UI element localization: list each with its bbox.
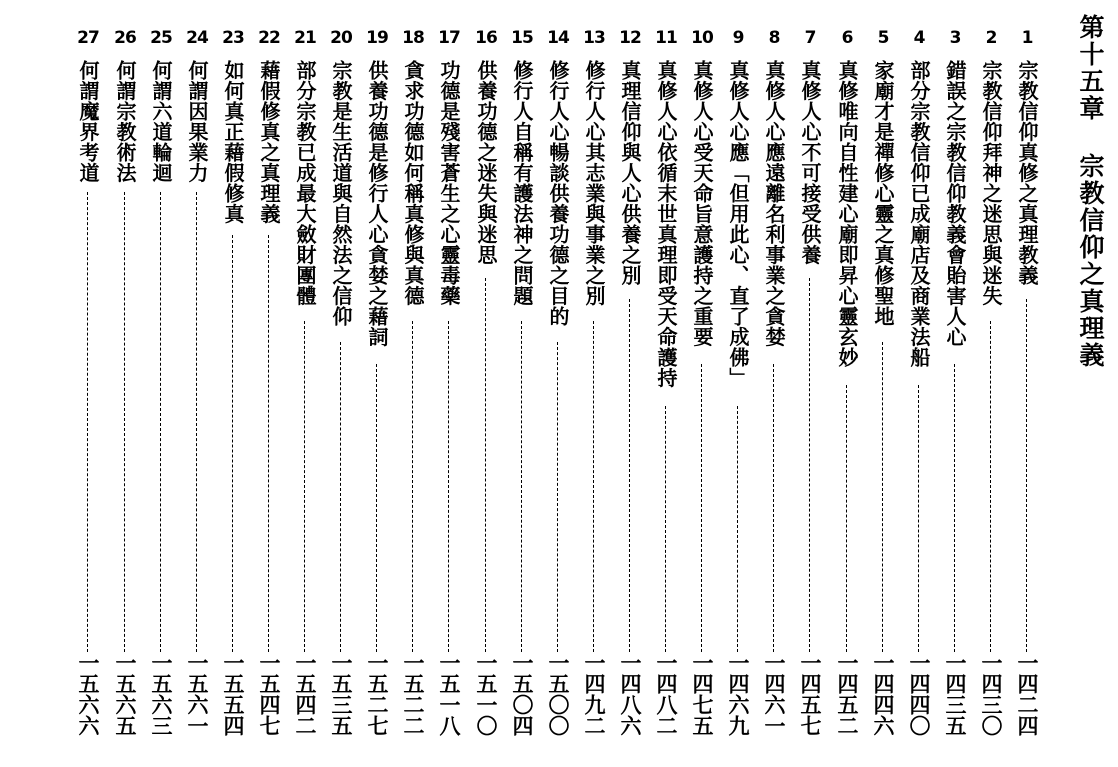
entry-title: 修行人心其志業與事業之別 bbox=[582, 60, 606, 306]
dot-leader bbox=[1026, 299, 1027, 652]
entry-number: 3 bbox=[949, 28, 961, 48]
chapter-title: 第十五章 宗教信仰之真理義 bbox=[1076, 14, 1105, 369]
entry-title: 宗教是生活道與自然法之信仰 bbox=[329, 60, 353, 327]
entry-title: 修行人自稱有護法神之問題 bbox=[510, 60, 534, 306]
page-number: 一五六一 bbox=[185, 652, 210, 736]
dot-leader bbox=[846, 385, 847, 652]
dot-leader bbox=[665, 406, 666, 652]
entry-title: 家廟才是禪修心靈之真修聖地 bbox=[871, 60, 895, 327]
dot-leader bbox=[882, 342, 883, 652]
dot-leader bbox=[87, 192, 88, 652]
toc-entry[interactable] bbox=[685, 28, 719, 758]
page-number: 一五四七 bbox=[257, 652, 282, 736]
dot-leader bbox=[160, 192, 161, 652]
entry-title: 供養功德之迷失與迷思 bbox=[474, 60, 498, 265]
entry-number: 27 bbox=[77, 28, 99, 48]
entry-title: 何謂因果業力 bbox=[185, 60, 209, 183]
dot-leader bbox=[629, 299, 630, 652]
dot-leader bbox=[304, 321, 305, 652]
entry-title: 真修人心受天命旨意護持之重要 bbox=[690, 60, 714, 347]
entry-number: 6 bbox=[841, 28, 853, 48]
entry-number: 9 bbox=[732, 28, 744, 48]
dot-leader bbox=[412, 321, 413, 652]
entry-number: 7 bbox=[804, 28, 816, 48]
toc-entry[interactable] bbox=[649, 28, 683, 758]
entry-title: 真修人心依循末世真理即受天命護持 bbox=[654, 60, 678, 388]
entry-number: 11 bbox=[655, 28, 677, 48]
entry-number: 23 bbox=[222, 28, 244, 48]
entry-number: 1 bbox=[1021, 28, 1033, 48]
dot-leader bbox=[593, 321, 594, 652]
entry-title: 如何真正藉假修真 bbox=[221, 60, 245, 224]
page-number: 一四六一 bbox=[762, 652, 787, 736]
toc-entry[interactable] bbox=[757, 28, 791, 758]
entry-number: 15 bbox=[511, 28, 533, 48]
dot-leader bbox=[918, 385, 919, 652]
entry-number: 24 bbox=[186, 28, 208, 48]
dot-leader bbox=[737, 406, 738, 652]
dot-leader bbox=[376, 364, 377, 652]
page-number: 一四九二 bbox=[582, 652, 607, 736]
dot-leader bbox=[268, 235, 269, 652]
entry-title: 功德是殘害蒼生之心靈毒藥 bbox=[437, 60, 461, 306]
page-number: 一五二七 bbox=[365, 652, 390, 736]
dot-leader bbox=[954, 364, 955, 652]
toc-entry[interactable] bbox=[541, 28, 575, 758]
entry-number: 22 bbox=[258, 28, 280, 48]
entry-title: 供養功德是修行人心貪婪之藉詞 bbox=[365, 60, 389, 347]
page-number: 一四六九 bbox=[726, 652, 751, 736]
page-number: 一五四二 bbox=[293, 652, 318, 736]
toc-entry[interactable] bbox=[252, 28, 286, 758]
entry-title: 真修人心應「但用此心、直了成佛」 bbox=[726, 60, 750, 388]
page-number: 一五六三 bbox=[149, 652, 174, 736]
page-number: 一四八六 bbox=[618, 652, 643, 736]
entry-title: 修行人心暢談供養功德之目的 bbox=[546, 60, 570, 327]
dot-leader bbox=[809, 278, 810, 652]
entry-number: 14 bbox=[547, 28, 569, 48]
page-number: 一四七五 bbox=[690, 652, 715, 736]
entry-number: 20 bbox=[330, 28, 352, 48]
entry-title: 錯誤之宗教信仰教義會貽害人心 bbox=[943, 60, 967, 347]
dot-leader bbox=[557, 342, 558, 652]
page-number: 一五〇〇 bbox=[546, 652, 571, 736]
entry-number: 19 bbox=[366, 28, 388, 48]
toc-entry[interactable] bbox=[324, 28, 358, 758]
page-number: 一五五四 bbox=[221, 652, 246, 736]
entry-number: 21 bbox=[294, 28, 316, 48]
page-number: 一五六五 bbox=[113, 652, 138, 736]
entry-number: 12 bbox=[619, 28, 641, 48]
toc-entry[interactable] bbox=[721, 28, 755, 758]
page-number: 一四三五 bbox=[943, 652, 968, 736]
page-number: 一四二四 bbox=[1015, 652, 1040, 736]
toc-entry[interactable] bbox=[1010, 28, 1044, 758]
entry-title: 真修唯向自性建心廟即昇心靈玄妙 bbox=[835, 60, 859, 368]
entry-number: 4 bbox=[913, 28, 925, 48]
dot-leader bbox=[340, 342, 341, 652]
entry-number: 2 bbox=[985, 28, 997, 48]
entry-number: 10 bbox=[691, 28, 713, 48]
page-number: 一四八二 bbox=[654, 652, 679, 736]
page-number: 一四四六 bbox=[871, 652, 896, 736]
entry-title: 貪求功德如何稱真修與真德 bbox=[401, 60, 425, 306]
toc-entry[interactable] bbox=[216, 28, 250, 758]
toc-entry[interactable] bbox=[974, 28, 1008, 758]
page-number: 一四五二 bbox=[835, 652, 860, 736]
page-number: 一五〇四 bbox=[510, 652, 535, 736]
entry-title: 部分宗教已成最大斂財團體 bbox=[293, 60, 317, 306]
entry-title: 部分宗教信仰已成廟店及商業法船 bbox=[907, 60, 931, 368]
entry-number: 25 bbox=[150, 28, 172, 48]
toc-entry[interactable] bbox=[793, 28, 827, 758]
dot-leader bbox=[701, 364, 702, 652]
toc-entry[interactable] bbox=[396, 28, 430, 758]
dot-leader bbox=[485, 278, 486, 652]
page-number: 一五一〇 bbox=[474, 652, 499, 736]
toc-entry[interactable] bbox=[288, 28, 322, 758]
entry-title: 真修人心不可接受供養 bbox=[798, 60, 822, 265]
toc-entry[interactable] bbox=[613, 28, 647, 758]
entry-number: 13 bbox=[583, 28, 605, 48]
entry-number: 26 bbox=[114, 28, 136, 48]
toc-entry[interactable] bbox=[71, 28, 105, 758]
toc-entry[interactable] bbox=[866, 28, 900, 758]
page-number: 一四四〇 bbox=[907, 652, 932, 736]
toc-entry[interactable] bbox=[505, 28, 539, 758]
toc-entry[interactable] bbox=[469, 28, 503, 758]
dot-leader bbox=[124, 192, 125, 652]
dot-leader bbox=[990, 321, 991, 652]
page-number: 一五三五 bbox=[329, 652, 354, 736]
entry-title: 真修人心應遠離名利事業之貪婪 bbox=[762, 60, 786, 347]
toc-entry[interactable] bbox=[144, 28, 178, 758]
page-number: 一四三〇 bbox=[979, 652, 1004, 736]
page-number: 一四五七 bbox=[798, 652, 823, 736]
entry-title: 宗教信仰拜神之迷思與迷失 bbox=[979, 60, 1003, 306]
toc-entry[interactable] bbox=[577, 28, 611, 758]
toc-entry[interactable] bbox=[432, 28, 466, 758]
page-number: 一五一八 bbox=[437, 652, 462, 736]
entry-number: 8 bbox=[768, 28, 780, 48]
toc-entry[interactable] bbox=[108, 28, 142, 758]
dot-leader bbox=[196, 192, 197, 652]
page-number: 一五六六 bbox=[76, 652, 101, 736]
page-number: 一五二二 bbox=[401, 652, 426, 736]
entry-number: 16 bbox=[475, 28, 497, 48]
toc-entry[interactable] bbox=[902, 28, 936, 758]
toc-entry[interactable] bbox=[830, 28, 864, 758]
toc-entry[interactable] bbox=[938, 28, 972, 758]
entry-title: 宗教信仰真修之真理教義 bbox=[1015, 60, 1039, 286]
entry-number: 5 bbox=[877, 28, 889, 48]
toc-entry[interactable] bbox=[180, 28, 214, 758]
entry-title: 何謂魔界考道 bbox=[76, 60, 100, 183]
dot-leader bbox=[521, 321, 522, 652]
entry-title: 何謂宗教術法 bbox=[113, 60, 137, 183]
entry-title: 何謂六道輪迴 bbox=[149, 60, 173, 183]
dot-leader bbox=[448, 321, 449, 652]
dot-leader bbox=[232, 235, 233, 652]
entry-title: 真理信仰與人心供養之別 bbox=[618, 60, 642, 286]
entry-number: 18 bbox=[402, 28, 424, 48]
dot-leader bbox=[773, 364, 774, 652]
toc-entry[interactable] bbox=[360, 28, 394, 758]
entry-title: 藉假修真之真理義 bbox=[257, 60, 281, 224]
entry-number: 17 bbox=[438, 28, 460, 48]
